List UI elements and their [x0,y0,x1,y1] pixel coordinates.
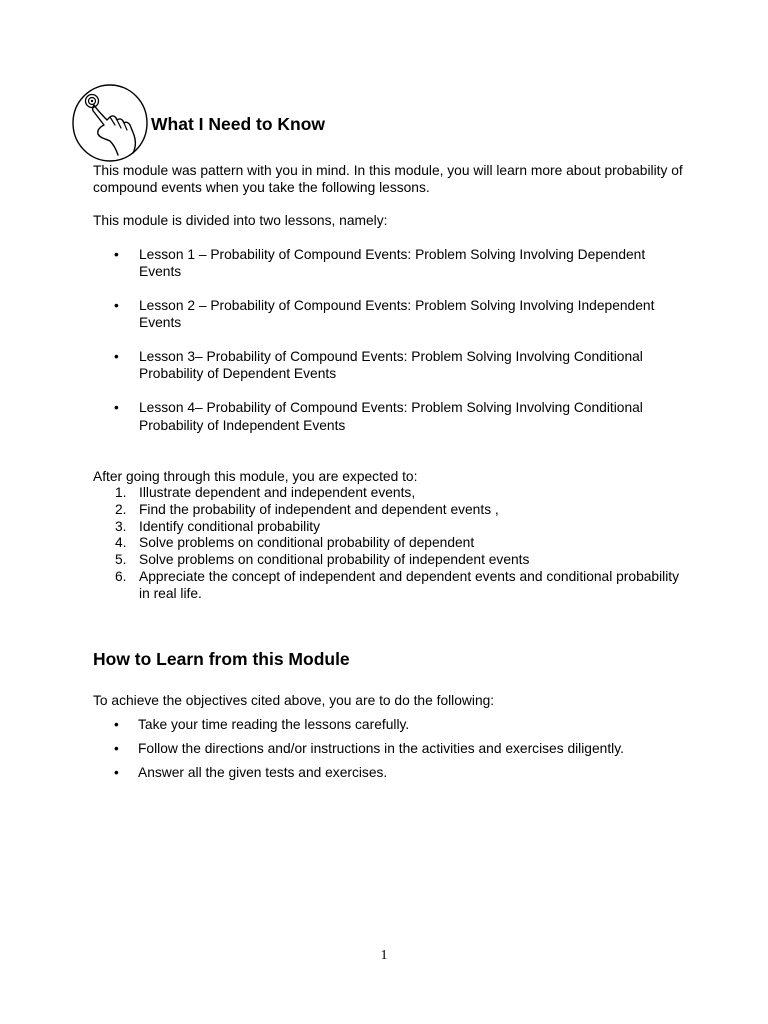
step-text: Follow the directions and/or instructions in the activities and exercises diligently. [138,740,624,756]
objectives-list [93,485,683,603]
bullet-icon: • [114,740,119,756]
list-item [93,519,683,536]
section-heading-what-i-need-to-know: What I Need to Know [151,114,326,134]
lessons-list [93,246,683,450]
list-item [93,399,683,434]
objective-text: Illustrate dependent and independent events, [139,485,416,500]
bullet-icon: • [114,349,119,365]
step-text: Answer all the given tests and exercises. [138,764,388,780]
list-item [93,740,683,757]
list-item [93,716,683,733]
list-item [93,485,683,502]
lesson-text: Lesson 4– Probability of Compound Events: Problem Solving Involving Conditional Probability of Independent Events [139,400,643,433]
list-number: 6. [115,568,127,584]
step-text: Take your time reading the lessons carefully. [138,717,410,732]
list-item [93,502,683,519]
steps-list [93,716,683,787]
intro-paragraph: This module was pattern with you in mind. In this module, you will learn more about probability of compound events when you take the following lessons. [93,163,683,195]
lesson-text: Lesson 2 – Probability of Compound Events: Problem Solving Involving Independent Events [139,298,655,331]
lessons-intro-paragraph: This module is divided into two lessons, namely: [93,213,388,228]
list-number: 2. [115,501,127,517]
list-number: 5. [115,552,127,568]
pointing-hand-icon [70,83,152,165]
page-number: 1 [380,948,388,963]
bullet-icon: • [114,717,119,732]
objectives-intro-paragraph: After going through this module, you are expected to: [93,469,418,484]
list-item [93,246,683,281]
list-item [93,297,683,332]
list-item [93,764,683,781]
lesson-text: Lesson 3– Probability of Compound Events: Problem Solving Involving Conditional Probability of Dependent Events [139,349,643,382]
bullet-icon: • [114,400,119,416]
section-heading-how-to-learn: How to Learn from this Module [93,649,350,669]
objective-text: Appreciate the concept of independent and dependent events and conditional probability in real life. [139,568,680,601]
list-item [93,348,683,383]
list-item [93,535,683,552]
list-item [93,552,683,569]
bullet-icon: • [114,764,119,780]
objective-text: Find the probability of independent and dependent events , [139,501,499,517]
objective-text: Solve problems on conditional probability of dependent [139,535,475,551]
bullet-icon: • [114,298,119,314]
lesson-text: Lesson 1 – Probability of Compound Events: Problem Solving Involving Dependent Events [139,247,646,280]
list-number: 4. [115,535,127,551]
steps-intro-paragraph: To achieve the objectives cited above, you are to do the following: [93,693,495,708]
objective-text: Identify conditional probability [139,518,321,534]
list-number: 3. [115,518,127,534]
bullet-icon: • [114,247,119,262]
objective-text: Solve problems on conditional probability of independent events [139,552,530,568]
list-item [93,569,683,603]
list-number: 1. [115,485,127,500]
